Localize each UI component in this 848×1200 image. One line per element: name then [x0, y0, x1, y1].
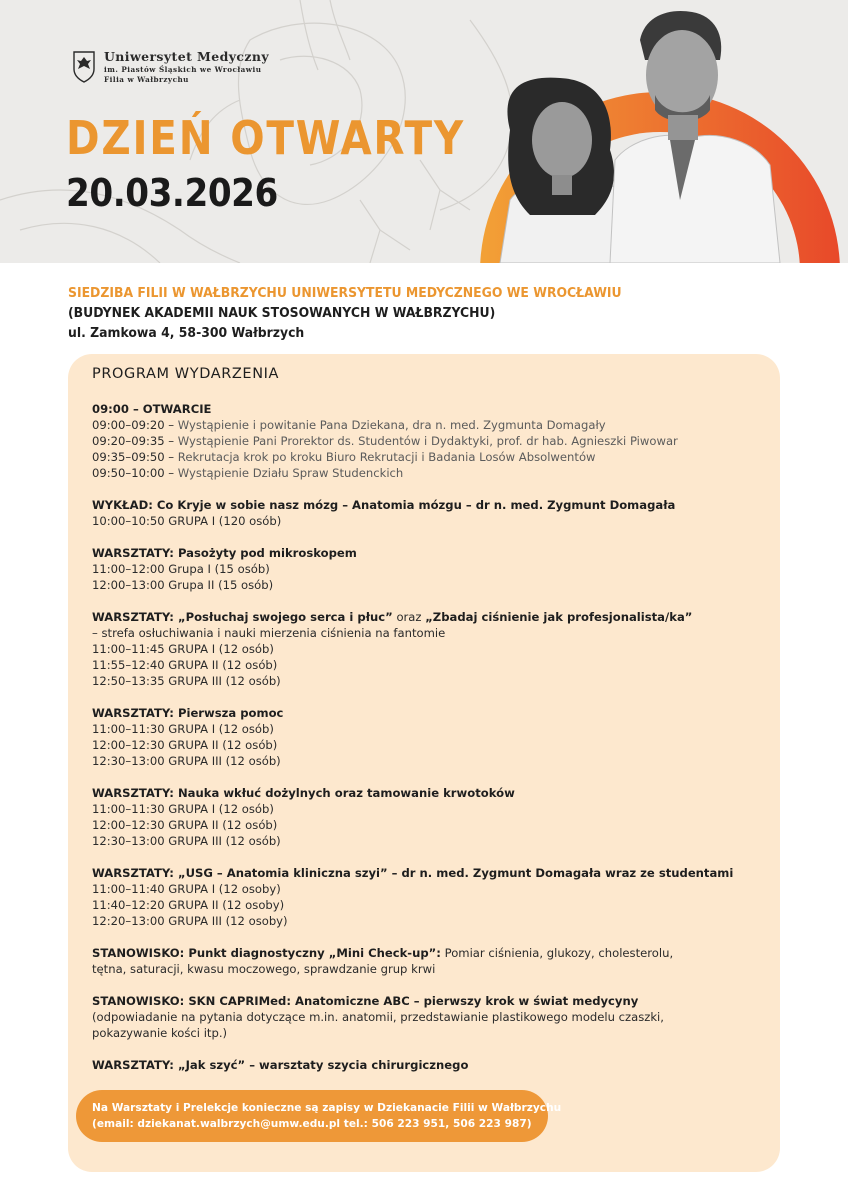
workshop-parasites-heading: WARSZTATY: Pasożyty pod mikroskopem — [92, 546, 357, 560]
program-content — [92, 401, 772, 1073]
workshop-slot: 12:20–13:00 GRUPA III (12 osoby) — [92, 914, 288, 928]
item-time: 09:20–09:35 – — [92, 434, 178, 448]
item-time: 09:35–09:50 – — [92, 450, 178, 464]
logo-university-name: Uniwersytet Medyczny — [104, 49, 270, 64]
workshop-slot: 11:40–12:20 GRUPA II (12 osoby) — [92, 898, 285, 912]
workshop-subtitle: – strefa osłuchiwania i nauki mierzenia ciśnienia na fantomie — [92, 626, 446, 640]
opening-heading: 09:00 – OTWARCIE — [92, 402, 212, 416]
station-caprimed-heading: STANOWISKO: SKN CAPRIMed: Anatomiczne ABC – pierwszy krok w świat medycyny — [92, 994, 639, 1008]
venue-building: (BUDYNEK AKADEMII NAUK STOSOWANYCH W WAŁBRZYCHU) — [68, 305, 496, 321]
workshop-slot: 11:00–11:45 GRUPA I (12 osób) — [92, 642, 274, 656]
opening-item — [92, 449, 772, 465]
photo-two-students — [480, 0, 810, 263]
workshop-slot: 12:50–13:35 GRUPA III (12 osób) — [92, 674, 281, 688]
registration-note — [76, 1090, 562, 1142]
item-time: 09:50–10:00 – — [92, 466, 178, 480]
eagle-crest-icon — [72, 49, 96, 83]
workshop-first-aid-heading: WARSZTATY: Pierwsza pomoc — [92, 706, 284, 720]
workshop-slot: 11:00–11:30 GRUPA I (12 osób) — [92, 722, 274, 736]
header-banner — [0, 0, 848, 263]
event-title: DZIEŃ OTWARTY — [66, 111, 465, 165]
workshop-slot: 12:30–13:00 GRUPA III (12 osób) — [92, 754, 281, 768]
university-logo — [72, 49, 269, 85]
workshop-slot: 12:30–13:00 GRUPA III (12 osób) — [92, 834, 281, 848]
heading-part: WARSZTATY: „Posłuchaj swojego serca i płuc” — [92, 610, 393, 624]
workshop-slot: 11:00–11:40 GRUPA I (12 osoby) — [92, 882, 281, 896]
venue-name: SIEDZIBA FILII W WAŁBRZYCHU UNIWERSYTETU MEDYCZNEGO WE WROCŁAWIU — [68, 285, 622, 301]
station-checkup — [92, 945, 772, 961]
logo-branch: Filia w Wałbrzychu — [104, 75, 189, 84]
station-text-line: pokazywanie kości itp.) — [92, 1026, 228, 1040]
item-text: Wystąpienie Działu Spraw Studenckich — [177, 466, 404, 480]
workshop-slot: 11:55–12:40 GRUPA II (12 osób) — [92, 658, 278, 672]
venue-address — [68, 283, 670, 343]
workshop-iv-heading: WARSZTATY: Nauka wkłuć dożylnych oraz tamowanie krwotoków — [92, 786, 515, 800]
lecture-slot: 10:00–10:50 GRUPA I (120 osób) — [92, 514, 282, 528]
item-text: Rekrutacja krok po kroku Biuro Rekrutacji i Badania Losów Absolwentów — [177, 450, 596, 464]
venue-street: ul. Zamkowa 4, 58-300 Wałbrzych — [68, 325, 305, 341]
workshop-slot: 12:00–12:30 GRUPA II (12 osób) — [92, 818, 278, 832]
workshop-slot: 11:00–12:00 Grupa I (15 osób) — [92, 562, 270, 576]
station-text-line: tętna, saturacji, kwasu moczowego, sprawdzanie grup krwi — [92, 962, 436, 976]
station-text: Pomiar ciśnienia, glukozy, cholesterolu, — [440, 946, 674, 960]
workshop-slot: 12:00–13:00 Grupa II (15 osób) — [92, 578, 274, 592]
station-text-line: (odpowiadanie na pytania dotyczące m.in. anatomii, przedstawianie plastikowego modelu czaszki, — [92, 1010, 664, 1024]
program-title: PROGRAM WYDARZENIA — [92, 366, 280, 382]
workshop-suturing-heading: WARSZTATY: „Jak szyć” – warsztaty szycia chirurgicznego — [92, 1058, 469, 1072]
heading-part: „Zbadaj ciśnienie jak profesjonalista/ka” — [425, 610, 693, 624]
heading-joiner: oraz — [392, 610, 426, 624]
logo-subtitle: im. Piastów Śląskich we Wrocławiu — [104, 65, 262, 74]
workshop-heart-heading — [92, 609, 772, 625]
opening-item — [92, 417, 772, 433]
item-text: Wystąpienie i powitanie Pana Dziekana, dra n. med. Zygmunta Domagały — [177, 418, 606, 432]
station-heading: STANOWISKO: Punkt diagnostyczny „Mini Check-up”: — [92, 946, 441, 960]
item-time: 09:00–09:20 – — [92, 418, 178, 432]
opening-item — [92, 433, 772, 449]
registration-contact: (email: dziekanat.walbrzych@umw.edu.pl tel.: 506 223 951, 506 223 987) — [92, 1118, 532, 1130]
opening-item — [92, 465, 772, 481]
lecture-heading: WYKŁAD: Co Kryje w sobie nasz mózg – Anatomia mózgu – dr n. med. Zygmunt Domagała — [92, 498, 676, 512]
workshop-slot: 12:00–12:30 GRUPA II (12 osób) — [92, 738, 278, 752]
workshop-usg-heading: WARSZTATY: „USG – Anatomia kliniczna szyi” – dr n. med. Zygmunt Domagała wraz ze studentami — [92, 866, 734, 880]
registration-note-line: Na Warsztaty i Prelekcje konieczne są zapisy w Dziekanacie Filii w Wałbrzychu — [92, 1102, 562, 1114]
item-text: Wystąpienie Pani Prorektor ds. Studentów i Dydaktyki, prof. dr hab. Agnieszki Piwowar — [177, 434, 678, 448]
event-date: 20.03.2026 — [66, 171, 278, 215]
workshop-slot: 11:00–11:30 GRUPA I (12 osób) — [92, 802, 274, 816]
